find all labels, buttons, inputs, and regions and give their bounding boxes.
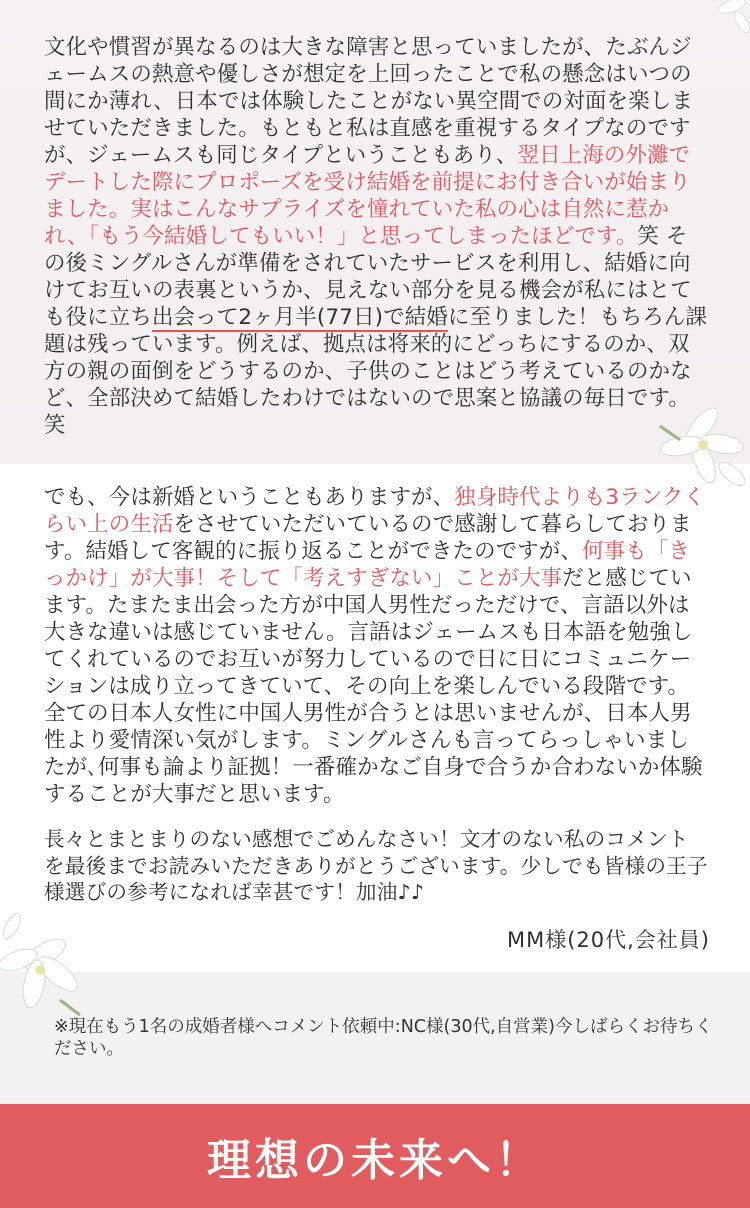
highlight-proposal: 翌日上海の外灘でデートした際にプロポーズを受け結婚を前提にお付き合いが始まりました。実はこんなサプライズを憧れていた私の心は自然に惹かれ、「もう今結婚してもいい！」と思ってしまったほどです。 xyxy=(44,143,691,249)
banner-title: 理想の未来へ！ xyxy=(207,1135,543,1186)
testimonial-paragraph-1 xyxy=(44,34,708,439)
underline-marriage-period: 出会って2ヶ月半(77日)で結婚 xyxy=(151,305,448,330)
future-banner xyxy=(0,1104,750,1208)
paragraph-text: 笑 その後ミングルさんが準備をされていたサービスを利用し、結婚に向けてお互いの表裏というか、見えない部分を見る機会が私にはとても役に立ち xyxy=(44,224,692,330)
paragraph-text: でも、今は新婚ということもありますが、 xyxy=(44,485,455,510)
paragraph-text: だと感じています。たまたま出会った方が中国人男性だっただけで、言語以外は大きな違いは感じていません。言語はジェームスも日本語を勉強してくれているのでお互いが努力しているので日に日にコミュニケーションは成り立ってきていて、その向上を楽しんでいる段階です。全ての日本人女性に中国人男性が合うとは思いませんが、日本人男性より愛情深い気がします。ミングルさんも言ってらっしゃいましたが､何事も論より証拠！一番確かなご自身で合うか合わないか体験することが大事だと思います。 xyxy=(44,566,703,807)
paragraph-text: に至りました！もちろん課題は残っています。例えば、拠点は将来的にどっちにするのか、双方の親の面倒をどうするのか、子供のことはどう考えているのかなど、全部決めて結婚したわけではないので思案と協議の毎日です。笑 xyxy=(44,305,708,438)
closing-paragraph: 長々とまとまりのない感想でごめんなさい！文才のない私のコメントを最後までお読みいただきありがとうございます。少しでも皆様の王子様選びの参考になれば幸甚です！加油♪♪ xyxy=(44,827,708,904)
highlight-lifestyle: 独身時代よりも3ランクくらい上の生活 xyxy=(44,485,706,537)
signature: MM様(20代,会社員) xyxy=(506,928,710,952)
highlight-advice: 何事も「きっかけ」が大事！そして「考えすぎない」ことが大事 xyxy=(44,539,691,591)
paragraph-text: をさせていただいているので感謝して暮らしております。結婚して客観的に振り返ることができたのですが、 xyxy=(44,512,692,564)
paragraph-text: 文化や慣習が異なるのは大きな障害と思っていましたが、たぶんジェームスの熱意や優しさが想定を上回ったことで私の懸念はいつの間にか薄れ、日本では体験したことがない異空間での対面を楽しませていただきました。もともと私は直感を重視するタイプなのですが、ジェームスも同じタイプということもあり、 xyxy=(44,35,694,168)
flower-bottom-left-icon xyxy=(0,910,90,1020)
pending-comment-note: ※現在もう1名の成婚者様へコメント依頼中:NC様(30代,自営業)今しばらくお待ちください。 xyxy=(54,1017,713,1059)
testimonial-paragraph-2 xyxy=(44,484,708,808)
